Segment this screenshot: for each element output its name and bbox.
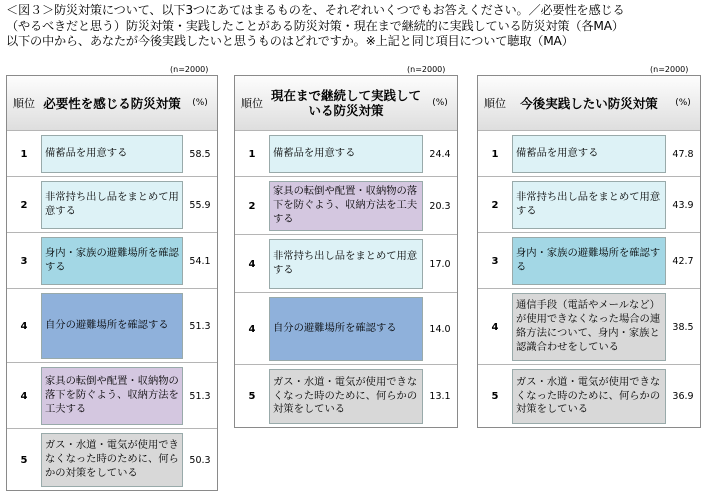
table-row	[7, 288, 217, 363]
caption-line-2: （やるべきだと思う）防災対策・実践したことがある防災対策・現在まで継続的に実践している防災対策（各MA）	[6, 18, 624, 33]
rank-cell: 2	[491, 199, 499, 211]
item-text: 非常持ち出し品をまとめて用意する	[516, 191, 661, 217]
rank-cell: 2	[20, 199, 28, 211]
sample-size-note-2: (n=2000)	[407, 65, 446, 74]
value-cell: 58.5	[189, 148, 211, 160]
item-text: 非常持ち出し品をまとめて用意する	[273, 250, 418, 276]
value-cell: 47.8	[672, 148, 694, 160]
rank-header: 順位	[484, 97, 506, 110]
rank-cell: 4	[20, 390, 28, 402]
table-row	[7, 362, 217, 429]
item-text: 備蓄品を用意する	[45, 147, 128, 160]
value-cell: 38.5	[672, 321, 694, 333]
caption-line-1: ＜図３＞防災対策について、以下3つにあてはまるものを、それぞれいくつでもお答えください。／必要性を感じる	[6, 3, 625, 17]
item-cell	[269, 181, 423, 231]
value-cell: 20.3	[429, 200, 451, 212]
item-text: 非常持ち出し品をまとめて用意する	[45, 191, 179, 217]
value-cell: 51.3	[189, 320, 211, 332]
ranking-table-need	[6, 75, 218, 491]
rank-cell: 4	[248, 258, 256, 270]
item-text: ガス・水道・電気が使用できなくなった時のために、何らかの対策をしている	[273, 375, 418, 416]
item-cell	[512, 237, 666, 285]
item-text: 身内・家族の避難場所を確認する	[516, 247, 661, 273]
table-row	[235, 364, 457, 428]
item-cell	[41, 433, 183, 487]
item-cell	[512, 135, 666, 173]
item-cell	[269, 369, 423, 424]
item-cell	[41, 367, 183, 425]
table-header	[235, 76, 457, 131]
rank-cell: 2	[248, 200, 256, 212]
rank-cell: 5	[248, 391, 256, 402]
item-text: 備蓄品を用意する	[273, 147, 356, 160]
item-text: 通信手段（電話やメールなど）が使用できなくなった場合の連絡方法について、身内・家族と認識合わせをしている	[516, 299, 661, 353]
item-cell	[512, 369, 666, 424]
item-text: 身内・家族の避難場所を確認する	[45, 247, 179, 273]
table-title: 今後実践したい防災対策	[520, 95, 658, 111]
value-cell: 17.0	[429, 258, 451, 270]
item-cell	[41, 181, 183, 229]
item-cell	[41, 293, 183, 359]
table-row	[478, 288, 700, 365]
rank-cell: 5	[491, 391, 499, 402]
rank-cell: 1	[248, 148, 256, 160]
rank-cell: 1	[491, 148, 499, 160]
table-row	[235, 234, 457, 293]
item-cell	[41, 237, 183, 285]
table-row	[7, 130, 217, 177]
table-header	[7, 76, 217, 131]
table-row	[7, 176, 217, 233]
table-row	[478, 176, 700, 233]
percent-header: (%)	[432, 98, 448, 108]
table-header	[478, 76, 700, 131]
table-row	[478, 130, 700, 177]
percent-header: (%)	[192, 98, 208, 108]
item-text: 自分の避難場所を確認する	[45, 319, 169, 332]
value-cell: 55.9	[189, 199, 211, 211]
value-cell: 14.0	[429, 323, 451, 335]
rank-header: 順位	[241, 97, 263, 110]
item-cell	[269, 239, 423, 289]
table-row	[478, 364, 700, 428]
item-text: ガス・水道・電気が使用できなくなった時のために、何らかの対策をしている	[45, 439, 179, 479]
table-row	[235, 130, 457, 177]
item-text: 家具の転倒や配置・収納物の落下を防ぐよう、収納方法を工夫する	[45, 375, 179, 415]
rank-cell: 3	[20, 255, 28, 267]
item-text: 家具の転倒や配置・収納物の落下を防ぐよう、収納方法を工夫する	[273, 185, 418, 225]
rank-cell: 4	[491, 321, 499, 333]
value-cell: 42.7	[672, 255, 694, 267]
caption-line-3: 以下の中から、あなたが今後実践したいと思うものはどれですか。※上記と同じ項目について聴取（MA）	[6, 34, 574, 49]
sample-size-note-3: (n=2000)	[650, 65, 689, 74]
item-cell	[41, 135, 183, 173]
table-title: 必要性を感じる防災対策	[43, 95, 181, 111]
rank-cell: 1	[20, 148, 28, 160]
value-cell: 54.1	[189, 255, 211, 267]
table-row	[478, 232, 700, 289]
item-text: ガス・水道・電気が使用できなくなった時のために、何らかの対策をしている	[516, 375, 661, 416]
value-cell: 24.4	[429, 148, 451, 160]
table-row	[235, 292, 457, 365]
rank-cell: 4	[248, 323, 256, 335]
ranking-table-future	[477, 75, 701, 428]
value-cell: 36.9	[672, 391, 694, 402]
rank-cell: 4	[20, 320, 28, 332]
table-row	[7, 232, 217, 289]
value-cell: 50.3	[189, 454, 211, 466]
table-row	[7, 428, 217, 491]
item-text: 自分の避難場所を確認する	[273, 322, 397, 335]
table-row	[235, 176, 457, 235]
sample-size-note-1: (n=2000)	[170, 65, 209, 74]
item-cell	[269, 135, 423, 173]
item-cell	[512, 293, 666, 361]
rank-cell: 3	[491, 255, 499, 267]
ranking-table-continued	[234, 75, 458, 428]
value-cell: 43.9	[672, 199, 694, 211]
percent-header: (%)	[675, 98, 691, 108]
item-cell	[512, 181, 666, 229]
rank-cell: 5	[20, 454, 28, 466]
value-cell: 51.3	[189, 390, 211, 402]
rank-header: 順位	[13, 97, 35, 110]
value-cell: 13.1	[429, 391, 451, 402]
table-title: 現在まで継続して実践している防災対策	[270, 88, 421, 118]
item-cell	[269, 297, 423, 361]
item-text: 備蓄品を用意する	[516, 147, 599, 160]
figure-caption	[6, 3, 706, 50]
